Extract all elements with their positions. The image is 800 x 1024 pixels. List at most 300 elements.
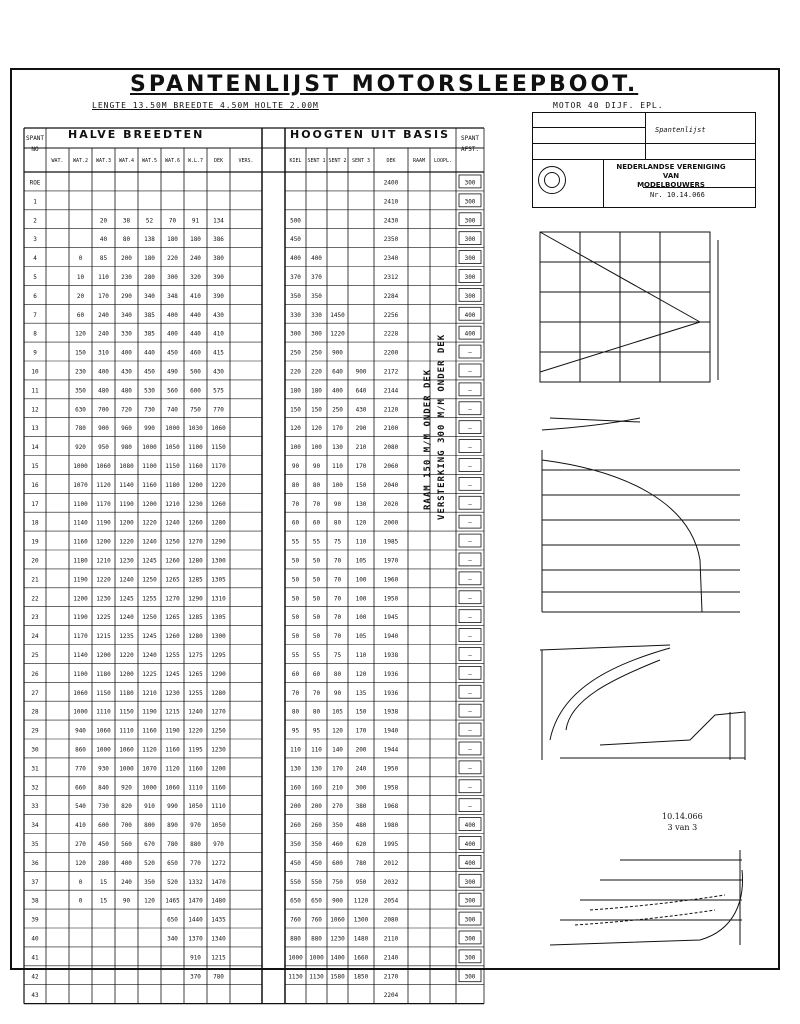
breadth-value: 990 — [144, 425, 155, 433]
breadth-value: 1240 — [119, 576, 134, 584]
group-header-heights: HOOGTEN UIT BASIS — [290, 128, 450, 141]
height-value: 2228 — [383, 330, 399, 338]
frame-number: 37 — [31, 878, 39, 886]
height-value: 1970 — [383, 557, 399, 565]
header-breadth-col: DEK — [213, 158, 224, 164]
breadth-value: 1060 — [119, 746, 134, 754]
breadth-value: 1220 — [96, 576, 111, 584]
breadth-value: 960 — [121, 425, 132, 433]
header-breadth-col: WAT.4 — [118, 158, 135, 164]
height-value: 380 — [355, 803, 367, 811]
height-value: 200 — [311, 803, 322, 811]
breadth-value: 1220 — [119, 651, 134, 659]
breadth-value: 1230 — [119, 557, 134, 565]
breadth-value: 780 — [75, 425, 86, 433]
org-line2: VAN — [662, 172, 680, 180]
breadth-value: 670 — [144, 840, 155, 848]
breadth-value: 1435 — [211, 916, 226, 924]
spacing-value: — — [468, 595, 472, 603]
breadth-value: 1480 — [211, 897, 226, 905]
breadth-value: 1295 — [211, 651, 226, 659]
header-spacing-top: SPANT — [460, 135, 480, 142]
height-value: 2170 — [383, 973, 399, 981]
breadth-value: 600 — [190, 387, 201, 395]
breadth-value: 1470 — [188, 897, 203, 905]
height-value: 2200 — [383, 349, 399, 357]
height-value: 70 — [291, 689, 300, 697]
height-value: 50 — [291, 595, 300, 603]
breadth-value: 720 — [121, 406, 132, 414]
frame-number: 36 — [31, 859, 39, 867]
breadth-value: 740 — [167, 406, 178, 414]
spacing-value: 400 — [464, 840, 476, 848]
breadth-value: 350 — [75, 387, 86, 395]
header-breadth-col: W.L.7 — [187, 158, 204, 164]
spacing-value: — — [468, 670, 472, 678]
breadth-value: 0 — [78, 897, 83, 905]
height-value: 2060 — [383, 462, 399, 470]
height-value: 1000 — [288, 954, 303, 962]
header-height-col: SENT 3 — [351, 158, 371, 164]
breadth-value: 1190 — [165, 727, 180, 735]
breadth-value: 1000 — [165, 425, 180, 433]
height-value: 95 — [312, 727, 321, 735]
breadth-value: 290 — [121, 292, 132, 300]
stern-curve — [540, 645, 745, 760]
height-value: 50 — [291, 614, 300, 622]
breadth-value: 770 — [75, 765, 86, 773]
breadth-value: 1230 — [96, 595, 111, 603]
breadth-value: 1160 — [165, 746, 180, 754]
height-value: 50 — [312, 576, 321, 584]
height-value: 55 — [291, 651, 300, 659]
height-value: 70 — [333, 633, 342, 641]
height-value: 200 — [290, 803, 301, 811]
frame-number: 1 — [33, 198, 37, 206]
height-value: 450 — [311, 859, 322, 867]
height-value: 900 — [355, 368, 367, 376]
frame-number: 14 — [31, 444, 39, 452]
breadth-value: 1160 — [188, 462, 203, 470]
breadth-value: 1310 — [211, 595, 226, 603]
stamp-sheet: 3 van 3 — [667, 823, 698, 832]
breadth-value: 1290 — [188, 595, 203, 603]
spacing-value: — — [468, 538, 472, 546]
height-value: 300 — [290, 330, 301, 338]
height-value: 150 — [290, 406, 301, 414]
height-value: 200 — [355, 746, 367, 754]
height-value: 80 — [312, 708, 321, 716]
breadth-value: 1050 — [165, 444, 180, 452]
breadth-value: 1200 — [142, 500, 157, 508]
stem-profile — [542, 418, 740, 612]
height-value: 1950 — [383, 595, 399, 603]
breadth-value: 650 — [167, 859, 178, 867]
header-height-col: LOOPL. — [433, 158, 453, 164]
height-value: 240 — [355, 765, 367, 773]
breadth-value: 1190 — [119, 500, 134, 508]
breadth-value: 1210 — [165, 500, 180, 508]
breadth-value: 970 — [190, 822, 201, 830]
spacing-value: — — [468, 576, 472, 584]
breadth-value: 1140 — [73, 651, 88, 659]
height-value: 350 — [290, 292, 301, 300]
height-value: 2054 — [383, 897, 399, 905]
height-value: 150 — [311, 406, 322, 414]
spacing-value: — — [468, 727, 472, 735]
spacing-value: — — [468, 519, 472, 527]
breadth-value: 520 — [167, 878, 178, 886]
frame-number: 33 — [31, 803, 39, 811]
height-value: 2080 — [383, 444, 399, 452]
height-value: 120 — [355, 519, 367, 527]
breadth-value: 180 — [190, 236, 201, 244]
height-value: 100 — [311, 444, 322, 452]
breadth-value: 38 — [122, 217, 131, 225]
breadth-value: 560 — [121, 840, 132, 848]
spacing-value: — — [468, 614, 472, 622]
spacing-value: — — [468, 689, 472, 697]
height-value: 350 — [311, 840, 322, 848]
height-value: 150 — [355, 481, 367, 489]
frame-number: 42 — [31, 973, 39, 981]
height-value: 1995 — [383, 840, 399, 848]
height-value: 1944 — [383, 746, 399, 754]
height-value: 50 — [312, 595, 321, 603]
stamp-number: 10.14.066 — [662, 812, 703, 821]
breadth-value: 1120 — [96, 481, 111, 489]
breadth-value: 630 — [75, 406, 86, 414]
spacing-value: 300 — [464, 897, 476, 905]
breadth-value: 1230 — [165, 689, 180, 697]
height-value: 95 — [291, 727, 300, 735]
breadth-value: 440 — [190, 330, 201, 338]
header-breadth-col: WAT.3 — [95, 158, 112, 164]
frame-number: 8 — [33, 330, 37, 338]
height-value: 1120 — [353, 897, 369, 905]
frame-number: 39 — [31, 916, 39, 924]
height-value: 1980 — [383, 822, 399, 830]
height-value: 2350 — [383, 236, 399, 244]
height-value: 60 — [291, 519, 300, 527]
breadth-value: 920 — [75, 444, 86, 452]
breadth-value: 1000 — [96, 746, 111, 754]
height-value: 80 — [291, 708, 300, 716]
breadth-value: 350 — [144, 878, 155, 886]
height-value: 1230 — [330, 935, 345, 943]
breadth-value: 320 — [190, 273, 201, 281]
height-value: 160 — [311, 784, 322, 792]
motor-spec: MOTOR 40 DIJF. EPL. — [553, 101, 664, 110]
height-value: 70 — [291, 500, 300, 508]
breadth-value: 1190 — [73, 576, 88, 584]
height-value: 1945 — [383, 614, 399, 622]
frame-number: 11 — [31, 387, 39, 395]
height-value: 70 — [312, 500, 321, 508]
breadth-value: 1250 — [211, 727, 226, 735]
height-value: 260 — [311, 822, 322, 830]
breadth-value: 1280 — [211, 689, 226, 697]
breadth-value: 980 — [121, 444, 132, 452]
height-value: 900 — [332, 349, 343, 357]
breadth-value: 1300 — [211, 633, 226, 641]
breadth-value: 415 — [213, 349, 224, 357]
breadth-value: 1150 — [119, 708, 134, 716]
frame-number: 21 — [31, 576, 39, 584]
breadth-value: 940 — [75, 727, 86, 735]
spacing-value: 400 — [464, 859, 476, 867]
stern-body-plan — [550, 850, 743, 945]
breadth-value: 1465 — [165, 897, 180, 905]
height-value: 120 — [332, 727, 343, 735]
frame-number: 34 — [31, 822, 39, 830]
height-value: 120 — [355, 670, 367, 678]
breadth-value: 0 — [78, 878, 83, 886]
spacing-value: 300 — [464, 916, 476, 924]
height-value: 130 — [290, 765, 301, 773]
height-value: 650 — [290, 897, 301, 905]
spacing-value: 300 — [464, 878, 476, 886]
breadth-value: 1220 — [211, 481, 226, 489]
breadth-value: 386 — [213, 236, 224, 244]
breadth-value: 1000 — [73, 708, 88, 716]
breadth-value: 1060 — [96, 462, 111, 470]
breadth-value: 1272 — [211, 859, 226, 867]
breadth-value: 1240 — [165, 519, 180, 527]
breadth-value: 400 — [121, 859, 132, 867]
breadth-value: 1230 — [211, 746, 226, 754]
breadth-value: 1170 — [73, 633, 88, 641]
height-value: 2400 — [383, 179, 399, 187]
frame-number: 6 — [33, 292, 37, 300]
spacing-value: — — [468, 349, 472, 357]
height-value: 250 — [332, 406, 343, 414]
breadth-value: 1200 — [119, 519, 134, 527]
height-value: 450 — [290, 859, 301, 867]
height-value: 70 — [333, 576, 342, 584]
breadth-value: 450 — [98, 840, 109, 848]
header-breadth-col: WAT.2 — [72, 158, 89, 164]
height-value: 110 — [290, 746, 301, 754]
breadth-value: 990 — [167, 803, 178, 811]
spacing-value: — — [468, 765, 472, 773]
breadth-value: 700 — [98, 406, 109, 414]
spacing-value: — — [468, 425, 472, 433]
frame-number: 4 — [33, 255, 37, 263]
breadth-value: 80 — [122, 236, 131, 244]
height-value: 55 — [291, 538, 300, 546]
breadth-value: 430 — [121, 368, 132, 376]
breadth-value: 1290 — [211, 670, 226, 678]
height-value: 1985 — [383, 538, 399, 546]
height-value: 160 — [290, 784, 301, 792]
height-value: 170 — [355, 727, 367, 735]
height-value: 750 — [332, 878, 343, 886]
breadth-value: 90 — [122, 897, 131, 905]
breadth-value: 480 — [121, 387, 132, 395]
header-height-col: KIEL — [289, 158, 302, 164]
header-frame-bottom: NO — [31, 146, 39, 153]
frame-number: 12 — [31, 406, 39, 414]
height-value: 1938 — [383, 708, 399, 716]
breadth-value: 1305 — [211, 576, 226, 584]
height-value: 760 — [290, 916, 301, 924]
breadth-value: 348 — [167, 292, 178, 300]
page-title: SPANTENLIJST MOTORSLEEPBOOT. — [130, 72, 639, 97]
height-value: 2020 — [383, 500, 399, 508]
breadth-value: 1332 — [188, 878, 203, 886]
height-value: 1480 — [353, 935, 369, 943]
breadth-value: 930 — [98, 765, 109, 773]
breadth-value: 330 — [121, 330, 132, 338]
height-value: 90 — [291, 462, 300, 470]
height-value: 55 — [312, 651, 321, 659]
height-value: 220 — [290, 368, 301, 376]
breadth-value: 240 — [121, 878, 132, 886]
height-value: 90 — [333, 500, 342, 508]
breadth-value: 138 — [144, 236, 155, 244]
breadth-value: 780 — [167, 840, 178, 848]
frame-number: 19 — [31, 538, 39, 546]
breadth-value: 1260 — [165, 633, 180, 641]
breadth-value: 1270 — [188, 538, 203, 546]
breadth-value: 440 — [190, 311, 201, 319]
height-value: 210 — [355, 444, 367, 452]
breadth-value: 1180 — [73, 557, 88, 565]
breadth-value: 950 — [98, 444, 109, 452]
breadth-value: 240 — [190, 255, 201, 263]
breadth-value: 1050 — [211, 822, 226, 830]
height-value: 2430 — [383, 217, 399, 225]
height-value: 900 — [332, 897, 343, 905]
height-value: 70 — [333, 614, 342, 622]
header-height-col: DEK — [386, 158, 396, 164]
spacing-value: — — [468, 803, 472, 811]
breadth-value: 1275 — [188, 651, 203, 659]
spacing-value: 300 — [464, 954, 476, 962]
breadth-value: 120 — [75, 330, 86, 338]
breadth-value: 85 — [99, 255, 108, 263]
breadth-value: 20 — [99, 217, 108, 225]
breadth-value: 1270 — [165, 595, 180, 603]
frame-number: 38 — [31, 897, 39, 905]
height-value: 110 — [355, 538, 367, 546]
height-value: 430 — [355, 406, 367, 414]
header-breadth-col: WAT.6 — [164, 158, 181, 164]
height-value: 110 — [332, 462, 343, 470]
height-value: 2140 — [383, 954, 399, 962]
height-value: 950 — [355, 878, 367, 886]
breadth-value: 1060 — [165, 784, 180, 792]
breadth-value: 1260 — [211, 500, 226, 508]
breadth-value: 575 — [213, 387, 224, 395]
breadth-value: 1060 — [73, 689, 88, 697]
breadth-value: 1305 — [211, 614, 226, 622]
breadth-value: 400 — [121, 349, 132, 357]
breadth-value: 91 — [191, 217, 200, 225]
spacing-value: 300 — [464, 273, 476, 281]
breadth-value: 1245 — [142, 633, 157, 641]
breadth-value: 1060 — [96, 727, 111, 735]
height-value: 2256 — [383, 311, 399, 319]
height-value: 1300 — [353, 916, 369, 924]
frame-number: 30 — [31, 746, 39, 754]
height-value: 780 — [355, 859, 367, 867]
height-value: 330 — [311, 311, 322, 319]
height-value: 105 — [355, 557, 367, 565]
spacing-value: — — [468, 462, 472, 470]
breadth-value: 170 — [98, 292, 109, 300]
breadth-value: 0 — [78, 255, 83, 263]
breadth-value: 1255 — [165, 651, 180, 659]
height-value: 330 — [290, 311, 301, 319]
frame-number: 32 — [31, 784, 39, 792]
breadth-value: 450 — [167, 349, 178, 357]
breadth-value: 230 — [75, 368, 86, 376]
breadth-value: 1280 — [188, 633, 203, 641]
height-value: 880 — [290, 935, 301, 943]
height-value: 100 — [290, 444, 301, 452]
breadth-value: 1190 — [142, 708, 157, 716]
breadth-value: 1300 — [211, 557, 226, 565]
breadth-value: 270 — [75, 840, 86, 848]
spacing-value: — — [468, 746, 472, 754]
breadth-value: 300 — [167, 273, 178, 281]
breadth-value: 1170 — [211, 462, 226, 470]
frame-number: 26 — [31, 670, 39, 678]
spacing-value: — — [468, 500, 472, 508]
breadth-value: 1200 — [188, 481, 203, 489]
breadth-value: 650 — [167, 916, 178, 924]
breadth-value: 1285 — [188, 614, 203, 622]
spacing-value: 300 — [464, 292, 476, 300]
height-value: 1130 — [309, 973, 324, 981]
breadth-value: 730 — [144, 406, 155, 414]
breadth-value: 1180 — [165, 481, 180, 489]
breadth-value: 1245 — [119, 595, 134, 603]
breadth-value: 1210 — [142, 689, 157, 697]
height-value: 350 — [311, 292, 322, 300]
breadth-value: 10 — [76, 273, 85, 281]
breadth-value: 280 — [144, 273, 155, 281]
header-height-col: RAAM — [412, 158, 426, 164]
header-breadth-col: WAT. — [51, 158, 64, 164]
breadth-value: 480 — [98, 387, 109, 395]
breadth-value: 1150 — [211, 444, 226, 452]
breadth-value: 1220 — [188, 727, 203, 735]
breadth-value: 1260 — [165, 557, 180, 565]
height-value: 70 — [312, 689, 321, 697]
spacing-value: — — [468, 633, 472, 641]
height-value: 1220 — [330, 330, 345, 338]
breadth-value: 1110 — [119, 727, 134, 735]
height-value: 480 — [355, 822, 367, 830]
breadth-value: 1050 — [188, 803, 203, 811]
height-value: 80 — [333, 519, 342, 527]
height-value: 50 — [291, 557, 300, 565]
height-value: 50 — [312, 557, 321, 565]
height-value: 880 — [311, 935, 322, 943]
height-value: 170 — [332, 425, 343, 433]
breadth-value: 1170 — [96, 500, 111, 508]
breadth-value: 1215 — [165, 708, 180, 716]
header-spacing-bottom: AFST. — [460, 146, 480, 153]
height-value: 50 — [312, 633, 321, 641]
height-value: 100 — [332, 481, 343, 489]
height-value: 500 — [290, 217, 301, 225]
breadth-value: 430 — [213, 368, 224, 376]
breadth-value: 1270 — [211, 708, 226, 716]
